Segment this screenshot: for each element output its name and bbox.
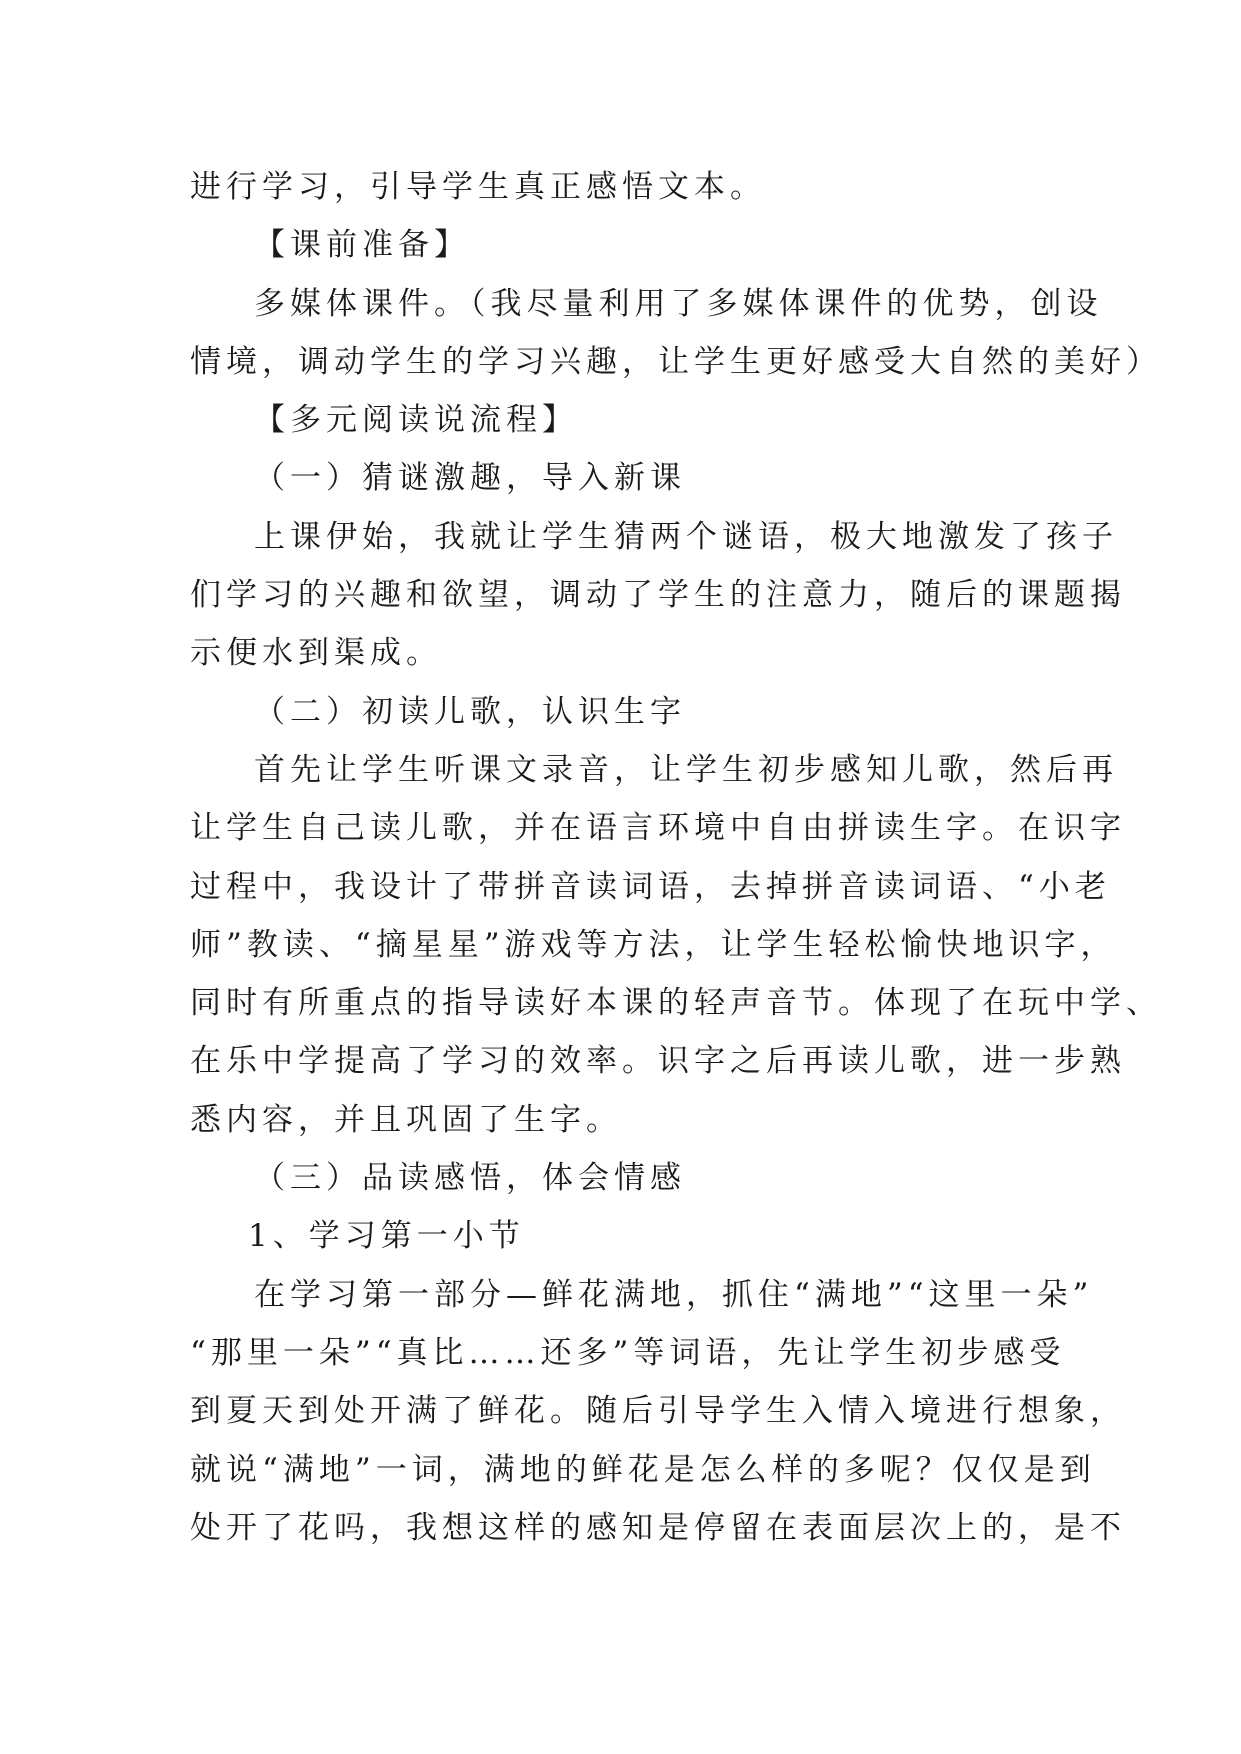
paragraph-line: 过程中，我设计了带拼音读词语，去掉拼音读词语、“小老 xyxy=(190,868,1111,905)
paragraph-line: 首先让学生听课文录音，让学生初步感知儿歌，然后再 xyxy=(254,751,1118,788)
paragraph-line: 示便水到渠成。 xyxy=(190,635,442,672)
subsection-heading: （三）品读感悟，体会情感 xyxy=(254,1160,686,1197)
paragraph-line: 情境，调动学生的学习兴趣，让学生更好感受大自然的美好） xyxy=(190,343,1162,380)
paragraph-line: 同时有所重点的指导读好本课的轻声音节。体现了在玩中学、 xyxy=(190,985,1162,1022)
list-item-heading: 1、学习第一小节 xyxy=(248,1218,525,1255)
text-line: 进行学习，引导学生真正感悟文本。 xyxy=(190,169,766,205)
section-heading: 【课前准备】 xyxy=(254,227,470,264)
paragraph-line: 就说“满地”一词，满地的鲜花是怎么样的多呢？仅仅是到 xyxy=(190,1451,1096,1488)
paragraph-line: 们学习的兴趣和欲望，调动了学生的注意力，随后的课题揭 xyxy=(190,577,1126,614)
paragraph-line: 多媒体课件。（我尽量利用了多媒体课件的优势，创设 xyxy=(254,285,1103,322)
section-heading: 【多元阅读说流程】 xyxy=(254,402,578,439)
document-body xyxy=(190,158,1162,1557)
paragraph-line: 上课伊始，我就让学生猜两个谜语，极大地激发了孩子 xyxy=(254,518,1118,555)
subsection-heading: （二）初读儿歌，认识生字 xyxy=(254,693,686,730)
subsection-heading: （一）猜谜激趣，导入新课 xyxy=(254,460,686,497)
paragraph-line: 处开了花吗，我想这样的感知是停留在表面层次上的，是不 xyxy=(190,1509,1126,1546)
paragraph-line: 师”教读、“摘星星”游戏等方法，让学生轻松愉快地识字， xyxy=(190,926,1117,963)
paragraph-line: 在学习第一部分—鲜花满地，抓住“满地”“这里一朵” xyxy=(254,1276,1094,1313)
paragraph-line: “那里一朵”“真比……还多”等词语，先让学生初步感受 xyxy=(190,1334,1066,1371)
paragraph-line: 到夏天到处开满了鲜花。随后引导学生入情入境进行想象， xyxy=(190,1393,1126,1430)
paragraph-line: 悉内容，并且巩固了生字。 xyxy=(190,1101,622,1138)
paragraph-line: 让学生自己读儿歌，并在语言环境中自由拼读生字。在识字 xyxy=(190,810,1126,847)
paragraph-line: 在乐中学提高了学习的效率。识字之后再读儿歌，进一步熟 xyxy=(190,1043,1126,1080)
